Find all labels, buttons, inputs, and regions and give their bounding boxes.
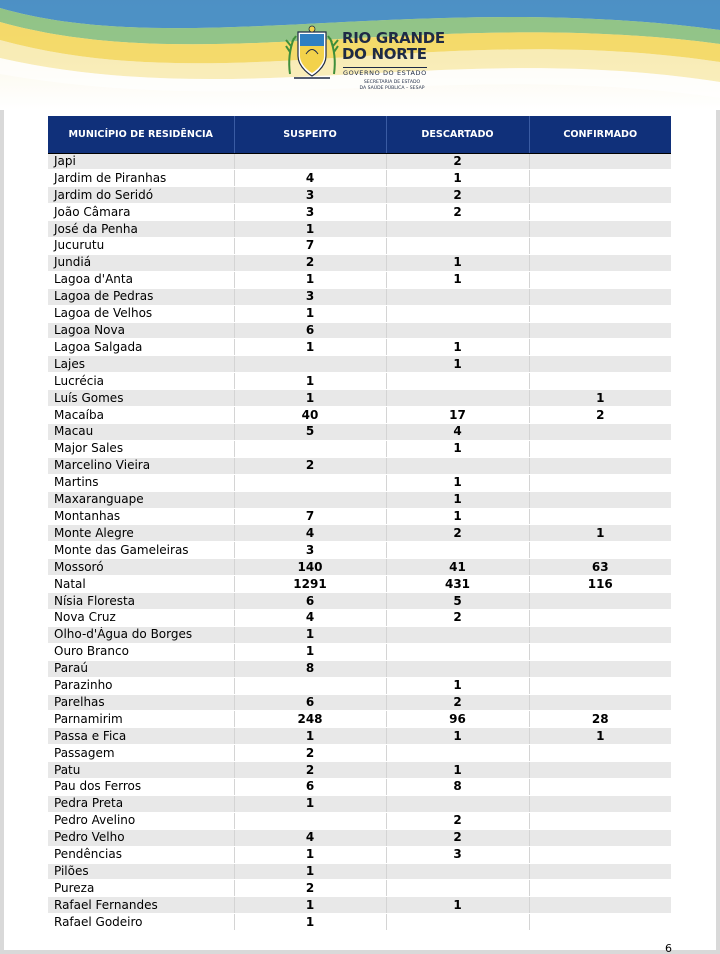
cell-suspeito	[234, 440, 386, 457]
table-row	[48, 626, 671, 643]
cell-descartado	[386, 643, 529, 660]
cell-municipio: Rafael Fernandes	[48, 897, 234, 914]
cell-confirmado	[529, 508, 671, 525]
table-row	[48, 491, 671, 508]
cell-descartado: 41	[386, 559, 529, 576]
cell-municipio: Lagoa d'Anta	[48, 271, 234, 288]
cell-confirmado	[529, 660, 671, 677]
table-row	[48, 390, 671, 407]
cell-confirmado: 1	[529, 525, 671, 542]
cell-municipio: Parazinho	[48, 677, 234, 694]
cell-descartado: 2	[386, 187, 529, 204]
cell-municipio: Olho-d'Água do Borges	[48, 626, 234, 643]
cell-suspeito: 7	[234, 238, 386, 255]
table-row	[48, 356, 671, 373]
cell-descartado: 2	[386, 525, 529, 542]
cell-confirmado	[529, 170, 671, 187]
cell-descartado: 5	[386, 593, 529, 610]
table-row	[48, 204, 671, 221]
cell-descartado: 1	[386, 677, 529, 694]
cell-municipio: Lucrécia	[48, 373, 234, 390]
cell-suspeito: 1	[234, 728, 386, 745]
cell-confirmado	[529, 187, 671, 204]
cell-descartado	[386, 914, 529, 931]
cell-suspeito: 1	[234, 390, 386, 407]
page-number: 6	[665, 942, 672, 954]
cell-suspeito: 3	[234, 187, 386, 204]
cell-descartado: 17	[386, 407, 529, 424]
logo-secretariat	[350, 80, 434, 91]
cell-descartado: 1	[386, 508, 529, 525]
cell-suspeito	[234, 153, 386, 170]
cell-municipio: Major Sales	[48, 440, 234, 457]
column-header-confirmado: CONFIRMADO	[529, 116, 671, 153]
cell-confirmado: 2	[529, 407, 671, 424]
cell-municipio: Monte das Gameleiras	[48, 542, 234, 559]
cell-descartado: 1	[386, 170, 529, 187]
table-row	[48, 914, 671, 931]
cell-descartado: 1	[386, 440, 529, 457]
table-row	[48, 829, 671, 846]
cell-municipio: Lajes	[48, 356, 234, 373]
cell-suspeito: 2	[234, 745, 386, 762]
cell-municipio: Passagem	[48, 745, 234, 762]
cell-municipio: Jundiá	[48, 254, 234, 271]
table-row	[48, 812, 671, 829]
logo-government-label: GOVERNO DO ESTADO	[343, 69, 427, 77]
cell-descartado: 2	[386, 609, 529, 626]
rn-government-logo	[284, 24, 444, 94]
cell-suspeito: 8	[234, 660, 386, 677]
cell-confirmado	[529, 626, 671, 643]
cell-descartado: 1	[386, 254, 529, 271]
cell-confirmado: 1	[529, 728, 671, 745]
cell-suspeito: 6	[234, 593, 386, 610]
table-row	[48, 677, 671, 694]
cell-suspeito: 1	[234, 221, 386, 238]
cell-municipio: Nísia Floresta	[48, 593, 234, 610]
cell-suspeito: 2	[234, 254, 386, 271]
cell-confirmado	[529, 271, 671, 288]
cell-confirmado	[529, 457, 671, 474]
table-row	[48, 254, 671, 271]
cell-municipio: Patu	[48, 762, 234, 779]
cell-municipio: Japi	[48, 153, 234, 170]
cell-municipio: Lagoa Salgada	[48, 339, 234, 356]
cell-descartado: 4	[386, 424, 529, 441]
cell-confirmado	[529, 254, 671, 271]
column-header-municipio: MUNICÍPIO DE RESIDÊNCIA	[48, 116, 234, 153]
table-row	[48, 779, 671, 796]
table-row	[48, 795, 671, 812]
cell-descartado: 1	[386, 728, 529, 745]
cell-confirmado	[529, 204, 671, 221]
table-row	[48, 525, 671, 542]
cell-confirmado	[529, 491, 671, 508]
cell-suspeito: 2	[234, 457, 386, 474]
cell-descartado	[386, 660, 529, 677]
cell-descartado	[386, 305, 529, 322]
cell-suspeito: 5	[234, 424, 386, 441]
cell-municipio: Pedro Avelino	[48, 812, 234, 829]
logo-title-line2: DO NORTE	[342, 45, 427, 63]
cell-descartado	[386, 457, 529, 474]
cell-descartado	[386, 626, 529, 643]
table-row	[48, 305, 671, 322]
cell-suspeito: 248	[234, 711, 386, 728]
table-row	[48, 559, 671, 576]
cell-municipio: Jardim de Piranhas	[48, 170, 234, 187]
cell-confirmado	[529, 322, 671, 339]
cell-municipio: Pendências	[48, 846, 234, 863]
cell-municipio: Rafael Godeiro	[48, 914, 234, 931]
table-row	[48, 170, 671, 187]
cell-municipio: José da Penha	[48, 221, 234, 238]
cell-confirmado	[529, 474, 671, 491]
table-row	[48, 474, 671, 491]
cell-suspeito: 2	[234, 880, 386, 897]
cell-municipio: Paraú	[48, 660, 234, 677]
cell-descartado: 431	[386, 576, 529, 593]
cell-suspeito: 1	[234, 795, 386, 812]
cell-municipio: Lagoa Nova	[48, 322, 234, 339]
cell-suspeito: 1	[234, 643, 386, 660]
cell-municipio: Martins	[48, 474, 234, 491]
cell-municipio: Pureza	[48, 880, 234, 897]
cell-municipio: Pilões	[48, 863, 234, 880]
cell-confirmado	[529, 593, 671, 610]
cell-descartado: 1	[386, 474, 529, 491]
table-row	[48, 238, 671, 255]
cell-descartado: 8	[386, 779, 529, 796]
cell-suspeito: 1291	[234, 576, 386, 593]
table-row	[48, 728, 671, 745]
table-row	[48, 407, 671, 424]
cell-confirmado	[529, 542, 671, 559]
cell-suspeito: 1	[234, 914, 386, 931]
cell-descartado	[386, 238, 529, 255]
cell-descartado: 1	[386, 356, 529, 373]
cell-confirmado	[529, 440, 671, 457]
cell-municipio: Lagoa de Pedras	[48, 288, 234, 305]
cell-confirmado	[529, 305, 671, 322]
cell-confirmado	[529, 897, 671, 914]
table-row	[48, 897, 671, 914]
cell-suspeito: 1	[234, 339, 386, 356]
cell-suspeito	[234, 474, 386, 491]
cell-municipio: Parelhas	[48, 694, 234, 711]
cell-suspeito: 1	[234, 271, 386, 288]
cell-suspeito: 3	[234, 204, 386, 221]
cell-municipio: Macaíba	[48, 407, 234, 424]
cell-confirmado	[529, 762, 671, 779]
cell-confirmado	[529, 779, 671, 796]
table-row	[48, 660, 671, 677]
table-row	[48, 593, 671, 610]
cell-municipio: Macau	[48, 424, 234, 441]
table-row	[48, 762, 671, 779]
cell-descartado: 96	[386, 711, 529, 728]
cell-suspeito	[234, 491, 386, 508]
cell-confirmado	[529, 914, 671, 931]
cell-confirmado	[529, 846, 671, 863]
cell-descartado: 1	[386, 339, 529, 356]
cell-descartado	[386, 322, 529, 339]
cell-confirmado	[529, 880, 671, 897]
table-row	[48, 711, 671, 728]
table-row	[48, 322, 671, 339]
cell-descartado: 2	[386, 204, 529, 221]
cell-descartado	[386, 221, 529, 238]
cell-confirmado	[529, 643, 671, 660]
cell-descartado: 3	[386, 846, 529, 863]
logo-title-line1: RIO GRANDE	[342, 29, 445, 47]
cell-confirmado	[529, 238, 671, 255]
table-row	[48, 863, 671, 880]
table-row	[48, 424, 671, 441]
cell-descartado: 2	[386, 153, 529, 170]
cell-descartado: 1	[386, 897, 529, 914]
logo-secretariat-line2: DA SAÚDE PÚBLICA – SESAP	[359, 85, 425, 91]
table-body	[48, 153, 671, 931]
cell-suspeito: 1	[234, 373, 386, 390]
cell-suspeito: 1	[234, 846, 386, 863]
table-row	[48, 576, 671, 593]
cell-municipio: Natal	[48, 576, 234, 593]
table-row	[48, 153, 671, 170]
cell-suspeito: 4	[234, 170, 386, 187]
table-row	[48, 880, 671, 897]
cell-suspeito: 6	[234, 694, 386, 711]
cell-municipio: Maxaranguape	[48, 491, 234, 508]
cell-municipio: Mossoró	[48, 559, 234, 576]
cell-descartado: 2	[386, 694, 529, 711]
cell-suspeito: 6	[234, 779, 386, 796]
cell-suspeito: 1	[234, 305, 386, 322]
cell-suspeito: 2	[234, 762, 386, 779]
cell-confirmado	[529, 795, 671, 812]
cell-municipio: Ouro Branco	[48, 643, 234, 660]
table-row	[48, 694, 671, 711]
cases-by-municipality-table	[48, 116, 671, 931]
cell-confirmado: 1	[529, 390, 671, 407]
cell-suspeito: 3	[234, 542, 386, 559]
cell-descartado	[386, 288, 529, 305]
table-row	[48, 187, 671, 204]
logo-divider	[343, 67, 427, 68]
cell-confirmado	[529, 339, 671, 356]
cell-confirmado	[529, 745, 671, 762]
cell-confirmado	[529, 812, 671, 829]
table-row	[48, 508, 671, 525]
cell-municipio: Parnamirim	[48, 711, 234, 728]
cell-confirmado	[529, 356, 671, 373]
table-row	[48, 440, 671, 457]
cell-municipio: Nova Cruz	[48, 609, 234, 626]
cell-municipio: João Câmara	[48, 204, 234, 221]
cell-suspeito	[234, 677, 386, 694]
cell-suspeito	[234, 812, 386, 829]
cell-confirmado	[529, 153, 671, 170]
cell-confirmado	[529, 863, 671, 880]
cell-descartado: 1	[386, 271, 529, 288]
cell-confirmado: 28	[529, 711, 671, 728]
logo-title	[342, 30, 452, 62]
cell-confirmado	[529, 424, 671, 441]
cell-suspeito: 1	[234, 863, 386, 880]
table-row	[48, 745, 671, 762]
cell-confirmado	[529, 694, 671, 711]
table-row	[48, 373, 671, 390]
cell-descartado	[386, 880, 529, 897]
table-row	[48, 221, 671, 238]
cell-municipio: Luís Gomes	[48, 390, 234, 407]
cell-suspeito: 6	[234, 322, 386, 339]
cell-confirmado	[529, 288, 671, 305]
table-row	[48, 643, 671, 660]
table-row	[48, 339, 671, 356]
cell-confirmado	[529, 221, 671, 238]
cell-municipio: Montanhas	[48, 508, 234, 525]
cell-municipio: Pedra Preta	[48, 795, 234, 812]
logo-secretariat-line1: SECRETARIA DE ESTADO	[363, 80, 421, 85]
cell-confirmado	[529, 677, 671, 694]
cell-suspeito: 1	[234, 626, 386, 643]
table-row	[48, 609, 671, 626]
table-row	[48, 271, 671, 288]
cell-municipio: Marcelino Vieira	[48, 457, 234, 474]
cell-municipio: Jucurutu	[48, 238, 234, 255]
cell-descartado: 2	[386, 812, 529, 829]
cell-descartado: 1	[386, 762, 529, 779]
cell-municipio: Passa e Fica	[48, 728, 234, 745]
column-header-descartado: DESCARTADO	[386, 116, 529, 153]
cell-confirmado: 63	[529, 559, 671, 576]
cell-suspeito: 40	[234, 407, 386, 424]
cell-municipio: Pedro Velho	[48, 829, 234, 846]
cell-confirmado: 116	[529, 576, 671, 593]
cell-descartado: 1	[386, 491, 529, 508]
cell-confirmado	[529, 829, 671, 846]
cell-suspeito: 4	[234, 525, 386, 542]
table-row	[48, 288, 671, 305]
cell-descartado	[386, 863, 529, 880]
cell-suspeito: 3	[234, 288, 386, 305]
cell-descartado	[386, 542, 529, 559]
cell-descartado: 2	[386, 829, 529, 846]
table-row	[48, 457, 671, 474]
cell-suspeito: 140	[234, 559, 386, 576]
cell-suspeito: 7	[234, 508, 386, 525]
column-header-suspeito: SUSPEITO	[234, 116, 386, 153]
cell-descartado	[386, 390, 529, 407]
cell-municipio: Jardim do Seridó	[48, 187, 234, 204]
cell-suspeito: 1	[234, 897, 386, 914]
cell-suspeito	[234, 356, 386, 373]
cell-municipio: Monte Alegre	[48, 525, 234, 542]
cell-municipio: Pau dos Ferros	[48, 779, 234, 796]
cell-municipio: Lagoa de Velhos	[48, 305, 234, 322]
cell-descartado	[386, 373, 529, 390]
table-header-row	[48, 116, 671, 153]
cell-confirmado	[529, 609, 671, 626]
cell-suspeito: 4	[234, 829, 386, 846]
state-coat-of-arms-icon	[284, 24, 340, 84]
table-row	[48, 542, 671, 559]
table-row	[48, 846, 671, 863]
cell-descartado	[386, 745, 529, 762]
cell-suspeito: 4	[234, 609, 386, 626]
cell-descartado	[386, 795, 529, 812]
cell-confirmado	[529, 373, 671, 390]
